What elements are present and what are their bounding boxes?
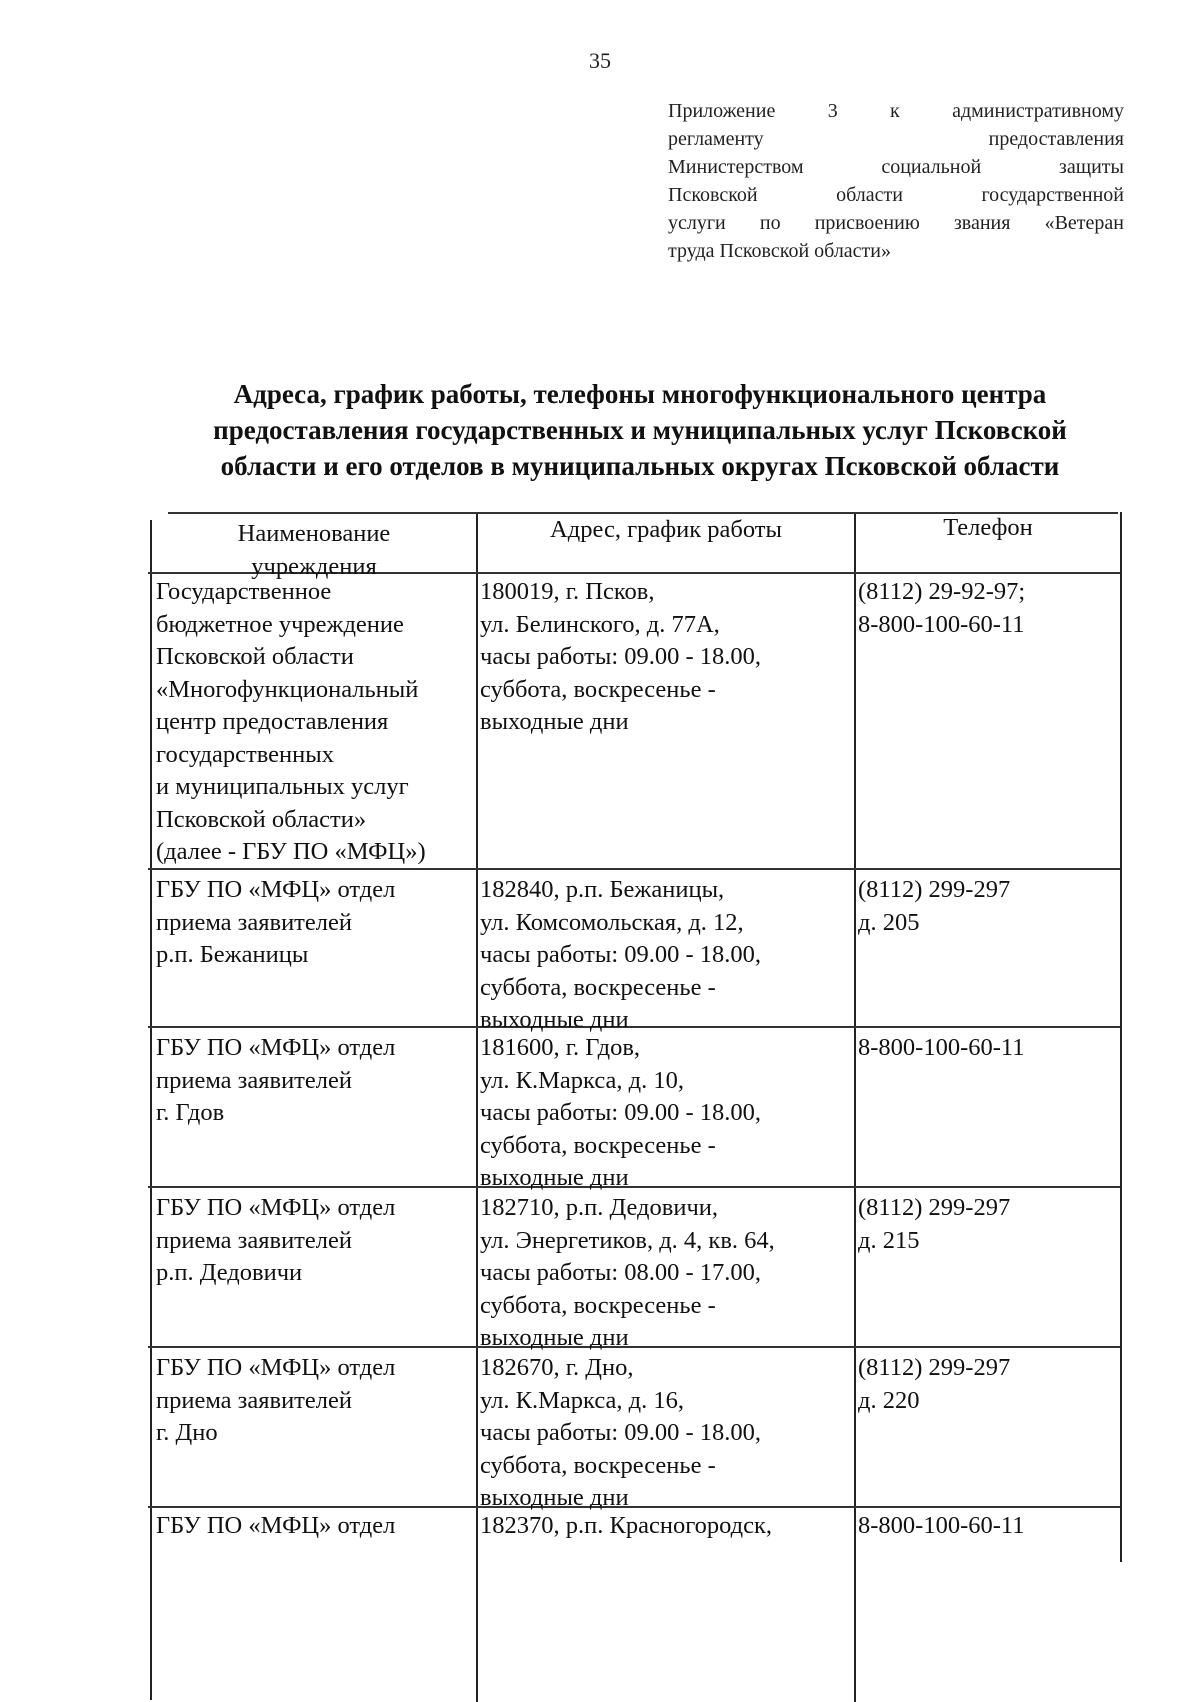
cell-line: ул. К.Маркса, д. 16, bbox=[480, 1386, 684, 1414]
table-cell-phone bbox=[858, 576, 1118, 641]
title-line: области и его отделов в муниципальных округах Псковской области bbox=[220, 451, 1060, 481]
cell-line: бюджетное учреждение bbox=[156, 610, 404, 638]
cell-line: часы работы: 09.00 - 18.00, bbox=[480, 1099, 762, 1126]
cell-line: приема заявителей bbox=[156, 1226, 352, 1254]
cell-line: д. 205 bbox=[858, 908, 920, 936]
cell-line: выходные дни bbox=[480, 1006, 629, 1033]
table-cell-phone bbox=[858, 1032, 1118, 1065]
cell-line: и муниципальных услуг bbox=[156, 773, 409, 800]
table-cell-address bbox=[480, 1192, 860, 1355]
cell-line: 182840, р.п. Бежаницы, bbox=[480, 876, 725, 903]
table-border-right bbox=[1120, 512, 1122, 1562]
table-cell-name bbox=[156, 1510, 476, 1543]
cell-line: суббота, воскресенье - bbox=[480, 1451, 716, 1479]
table-cell-name bbox=[156, 1352, 476, 1450]
cell-line: суббота, воскресенье - bbox=[480, 675, 716, 703]
cell-line: суббота, воскресенье - bbox=[480, 1131, 716, 1159]
title-line: предоставления государственных и муниципальных услуг Псковской bbox=[213, 415, 1067, 445]
cell-line: (8112) 299-297 bbox=[858, 1194, 1011, 1221]
cell-line: р.п. Дедовичи bbox=[156, 1259, 303, 1286]
table-cell-phone bbox=[858, 1192, 1118, 1257]
cell-line: г. Гдов bbox=[156, 1099, 225, 1126]
cell-line: 180019, г. Псков, bbox=[480, 578, 655, 605]
cell-line: 182710, р.п. Дедовичи, bbox=[480, 1194, 719, 1221]
table-cell-address bbox=[480, 1352, 860, 1515]
cell-line: г. Дно bbox=[156, 1419, 218, 1446]
cell-line: ГБУ ПО «МФЦ» отдел bbox=[156, 876, 396, 903]
appendix-line: труда Псковской области» bbox=[668, 240, 891, 262]
cell-line: 181600, г. Гдов, bbox=[480, 1034, 641, 1061]
cell-line: ГБУ ПО «МФЦ» отдел bbox=[156, 1354, 396, 1381]
table-cell-name bbox=[156, 874, 476, 972]
cell-line: приема заявителей bbox=[156, 1386, 352, 1414]
cell-line: выходные дни bbox=[480, 1324, 629, 1351]
cell-line: 8-800-100-60-11 bbox=[858, 1034, 1025, 1061]
header-name-line: учреждения bbox=[251, 552, 377, 580]
cell-line: д. 215 bbox=[858, 1226, 920, 1254]
cell-line: приема заявителей bbox=[156, 1066, 352, 1094]
cell-line: (8112) 299-297 bbox=[858, 1354, 1011, 1381]
cell-line: Псковской области bbox=[156, 643, 354, 670]
header-name bbox=[152, 518, 476, 583]
cell-line: 182370, р.п. Красногородск, bbox=[480, 1512, 773, 1539]
appendix-line: Приложение 3 к административному bbox=[668, 100, 1124, 122]
header-phone: Телефон bbox=[943, 514, 1033, 541]
cell-line: Государственное bbox=[156, 578, 332, 605]
cell-line: выходные дни bbox=[480, 708, 629, 735]
table-cell-name bbox=[156, 1032, 476, 1130]
cell-line: р.п. Бежаницы bbox=[156, 941, 309, 968]
appendix-line: Псковской области государственной bbox=[668, 184, 1124, 206]
cell-line: государственных bbox=[156, 740, 334, 768]
cell-line: (8112) 299-297 bbox=[858, 876, 1011, 903]
header-address: Адрес, график работы bbox=[550, 516, 782, 543]
column-divider bbox=[476, 512, 478, 1702]
appendix-line: Министерством социальной защиты bbox=[668, 156, 1124, 178]
appendix-line: регламенту предоставления bbox=[668, 128, 1124, 150]
header-name-line: Наименование bbox=[237, 520, 391, 547]
title-line: Адреса, график работы, телефоны многофункционального центра bbox=[233, 379, 1047, 409]
cell-line: ул. Комсомольская, д. 12, bbox=[480, 908, 744, 936]
cell-line: суббота, воскресенье - bbox=[480, 1291, 716, 1319]
cell-line: ГБУ ПО «МФЦ» отдел bbox=[156, 1034, 396, 1061]
cell-line: д. 220 bbox=[858, 1386, 920, 1414]
cell-line: ул. Энергетиков, д. 4, кв. 64, bbox=[480, 1226, 775, 1254]
table-cell-phone bbox=[858, 1352, 1118, 1417]
table-cell-name bbox=[156, 576, 476, 869]
cell-line: 8-800-100-60-11 bbox=[858, 1512, 1025, 1539]
table-cell-address bbox=[480, 1032, 860, 1195]
appendix-note bbox=[668, 97, 1124, 265]
document-title bbox=[150, 376, 1130, 484]
cell-line: часы работы: 09.00 - 18.00, bbox=[480, 941, 762, 968]
cell-line: 8-800-100-60-11 bbox=[858, 610, 1025, 638]
cell-line: ул. К.Маркса, д. 10, bbox=[480, 1066, 684, 1094]
cell-line: ГБУ ПО «МФЦ» отдел bbox=[156, 1194, 396, 1221]
cell-line: выходные дни bbox=[480, 1164, 629, 1191]
cell-line: часы работы: 09.00 - 18.00, bbox=[480, 1419, 762, 1446]
cell-line: приема заявителей bbox=[156, 908, 352, 936]
cell-line: ул. Белинского, д. 77А, bbox=[480, 610, 720, 638]
cell-line: выходные дни bbox=[480, 1484, 629, 1511]
cell-line: часы работы: 08.00 - 17.00, bbox=[480, 1259, 762, 1286]
table-cell-address bbox=[480, 576, 860, 739]
cell-line: 182670, г. Дно, bbox=[480, 1354, 634, 1381]
table-cell-phone bbox=[858, 1510, 1118, 1543]
mfc-offices-table bbox=[148, 512, 1126, 1695]
table-border-left bbox=[150, 520, 152, 1700]
cell-line: Псковской области» bbox=[156, 805, 367, 833]
cell-line: центр предоставления bbox=[156, 708, 389, 735]
cell-line: «Многофункциональный bbox=[156, 675, 419, 703]
page-number: 35 bbox=[589, 48, 611, 73]
appendix-line: услуги по присвоению звания «Ветеран bbox=[668, 212, 1124, 234]
cell-line: (8112) 29-92-97; bbox=[858, 578, 1026, 605]
table-cell-phone bbox=[858, 874, 1118, 939]
table-cell-address bbox=[480, 1510, 860, 1543]
cell-line: (далее - ГБУ ПО «МФЦ») bbox=[156, 838, 426, 865]
cell-line: ГБУ ПО «МФЦ» отдел bbox=[156, 1512, 396, 1539]
table-cell-address bbox=[480, 874, 860, 1037]
table-cell-name bbox=[156, 1192, 476, 1290]
cell-line: часы работы: 09.00 - 18.00, bbox=[480, 643, 762, 670]
cell-line: суббота, воскресенье - bbox=[480, 973, 716, 1001]
